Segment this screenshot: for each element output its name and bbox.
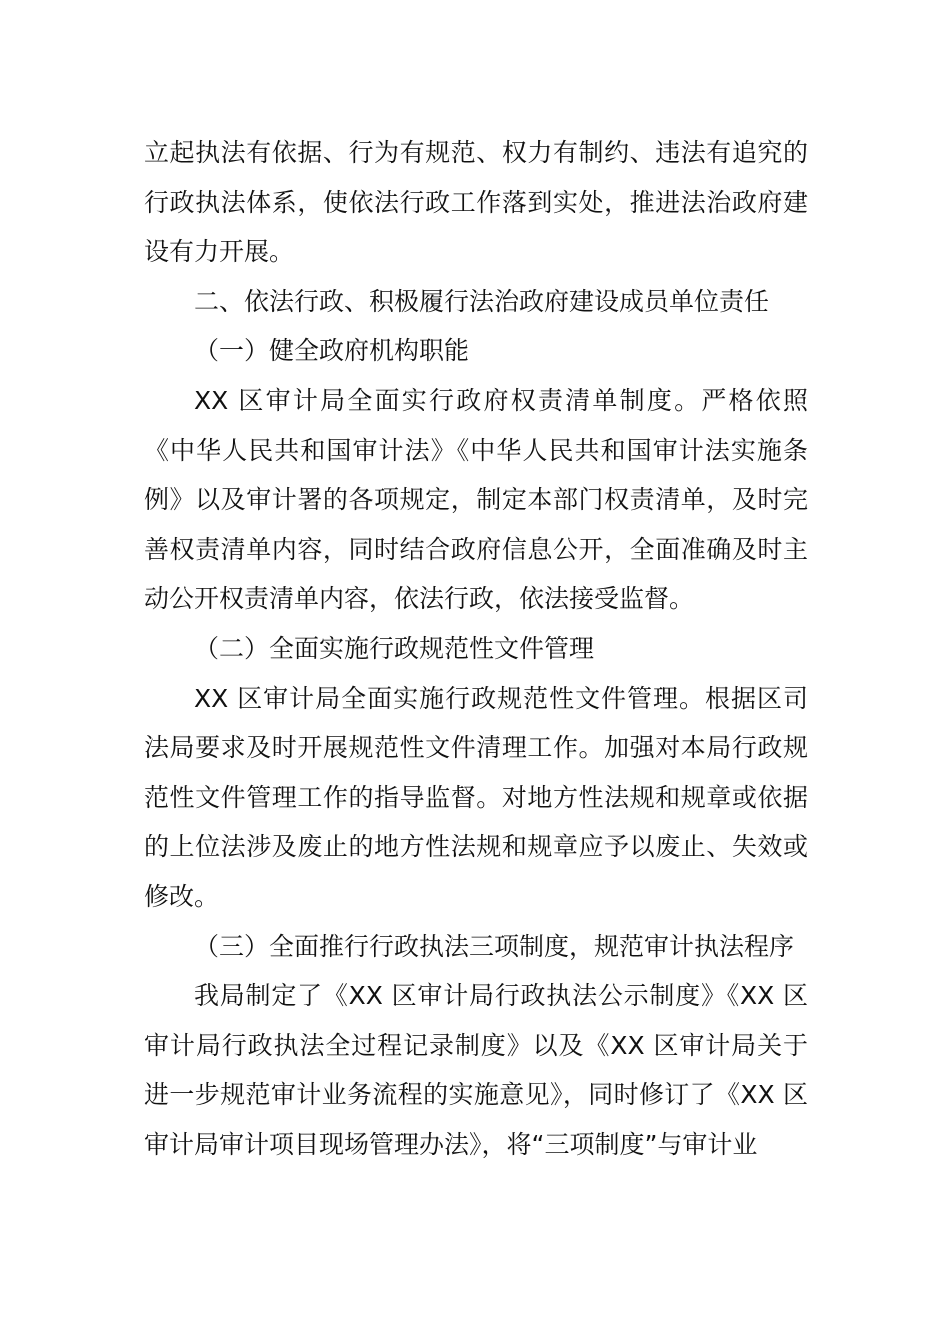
paragraph-continuation: 立起执法有依据、行为有规范、权力有制约、违法有追究的行政执法体系，使依法行政工作落到实处，推进法治政府建设有力开展。 [144,138,808,267]
document-body [144,128,808,1169]
section-heading-2: 二、依法行政、积极履行法治政府建设成员单位责任 [194,286,770,316]
paragraph-body: XX 区审计局全面实行政府权责清单制度。严格依照《中华人民共和国审计法》《中华人民共和国审计法实施条例》以及审计署的各项规定，制定本部门权责清单，及时完善权责清单内容，同时结合政府信息公开，全面准确及时主动公开权责清单内容，依法行政，依法接受监督。 [144,385,808,614]
subsection-heading-1: （一）健全政府机构职能 [194,336,470,366]
subsection-heading-2: （二）全面实施行政规范性文件管理 [194,633,595,663]
paragraph-body: XX 区审计局全面实施行政规范性文件管理。根据区司法局要求及时开展规范性文件清理工作。加强对本局行政规范性文件管理工作的指导监督。对地方性法规和规章或依据的上位法涉及废止的地方性法规和规章应予以废止、失效或修改。 [144,683,808,911]
subsection-heading-3: （三）全面推行行政执法三项制度，规范审计执法程序 [194,931,795,961]
paragraph-body: 我局制定了《XX 区审计局行政执法公示制度》《XX 区审计局行政执法全过程记录制度》以及《XX 区审计局关于进一步规范审计业务流程的实施意见》，同时修订了《XX 区审计局审计项目现场管理办法》，将“三项制度”与审计业 [144,981,808,1159]
